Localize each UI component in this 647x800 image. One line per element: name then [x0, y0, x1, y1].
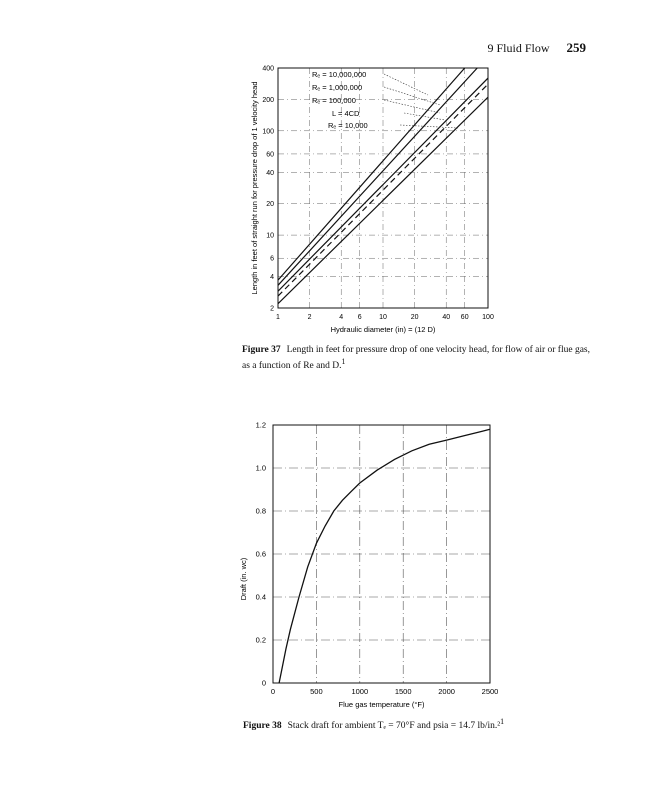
y-tick-label: 400: [262, 65, 274, 73]
y-tick-label: 0.2: [255, 635, 266, 645]
x-tick-label: 2500: [481, 687, 499, 696]
curve-annotation: Rₑ = 100,000: [312, 96, 356, 105]
x-tick-label: 1500: [394, 687, 412, 696]
x-tick-label: 100: [482, 314, 494, 321]
x-tick-label: 40: [442, 314, 451, 321]
x-axis-label: Flue gas temperature (°F): [338, 700, 425, 709]
y-tick-label: 0: [261, 678, 266, 688]
x-axis-label: Hydraulic diameter (in) = (12 D): [330, 325, 436, 334]
figure-37-caption: [242, 344, 594, 372]
annotation-leader: [400, 125, 458, 128]
y-tick-label: 6: [270, 255, 274, 263]
y-tick-label: 1.2: [255, 420, 266, 430]
y-tick-label: 60: [266, 151, 274, 159]
figure-37-caption-ref: 1: [341, 357, 346, 366]
y-tick-label: 20: [266, 201, 274, 209]
x-tick-label: 10: [379, 314, 387, 321]
series-line: [278, 68, 477, 285]
y-tick-label: 0.4: [255, 592, 266, 602]
y-tick-label: 0.6: [255, 549, 266, 559]
x-tick-label: 500: [310, 687, 323, 696]
y-tick-label: 0.8: [255, 506, 266, 516]
figure-38-caption-text: Stack draft for ambient Tₑ = 70°F and psia = 14.7 lb/in.²: [287, 721, 501, 732]
x-tick-label: 60: [460, 314, 469, 321]
figure-37-label: Figure 37: [242, 345, 281, 355]
figure-38-label: Figure 38: [243, 721, 282, 732]
curve-annotation: L = 4CD: [332, 109, 360, 118]
y-tick-label: 40: [266, 169, 274, 177]
section-title: 9 Fluid Flow: [487, 41, 550, 55]
y-tick-label: 200: [262, 96, 274, 104]
y-tick-label: 1.0: [255, 463, 266, 473]
figure-38-caption: [243, 716, 623, 732]
x-tick-label: 4: [339, 314, 344, 321]
x-tick-label: 6: [357, 314, 362, 321]
y-tick-label: 4: [270, 274, 274, 282]
figure-37-caption-text: Length in feet for pressure drop of one velocity head, for flow of air or flue gas, as a function of Re and D.: [242, 345, 590, 372]
x-tick-label: 0: [270, 687, 276, 696]
page-number: 259: [566, 40, 586, 55]
curve-annotation: Rₑ = 10,000: [328, 121, 368, 130]
x-tick-label: 2: [307, 314, 312, 321]
curve-annotation: Rₑ = 10,000,000: [312, 70, 367, 79]
annotation-leader: [384, 87, 440, 105]
figure-38-caption-ref: 1: [500, 717, 505, 726]
y-tick-label: 10: [266, 232, 274, 240]
annotation-leader: [384, 74, 428, 95]
y-axis-label: Length in feet of straight run for pressure drop of 1 velocity head: [250, 81, 259, 295]
y-axis-label: Draft (in. wc): [239, 557, 248, 601]
y-tick-label: 100: [262, 128, 274, 136]
curve-annotation: Rₑ = 1,000,000: [312, 83, 363, 92]
x-tick-label: 20: [410, 314, 419, 321]
x-tick-label: 2000: [438, 687, 455, 696]
y-tick-label: 2: [270, 305, 274, 313]
x-tick-label: 1: [276, 314, 280, 321]
x-tick-label: 1000: [351, 687, 369, 696]
series-line: [278, 68, 465, 280]
